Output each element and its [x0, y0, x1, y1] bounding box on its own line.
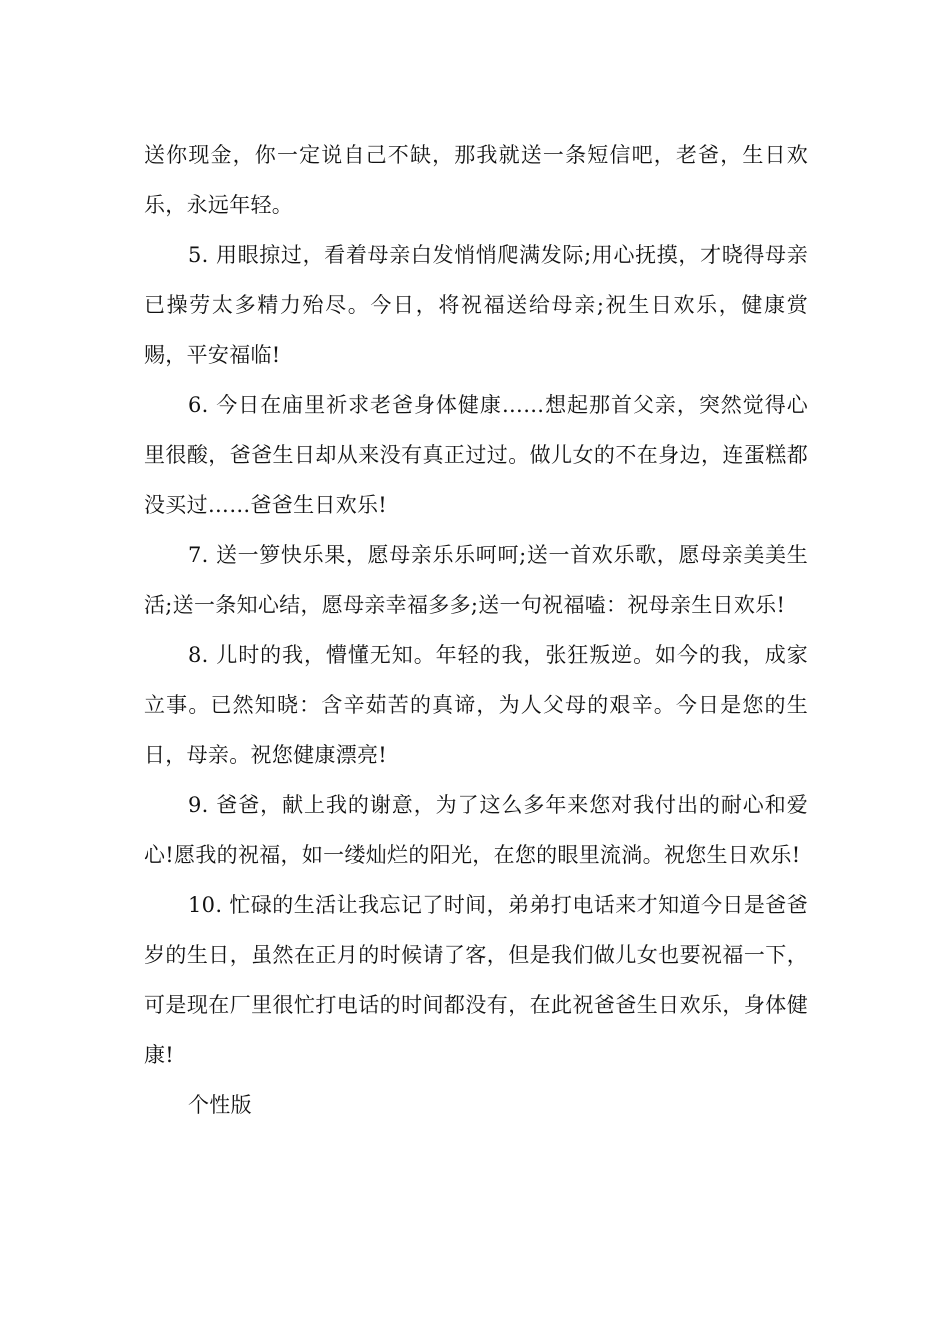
paragraph-continuation: 送你现金，你一定说自己不缺，那我就送一条短信吧，老爸，生日欢乐，永远年轻。: [144, 143, 808, 217]
document-body: [144, 130, 808, 1130]
paragraph-item-8: 8. 儿时的我，懵懂无知。年轻的我，张狂叛逆。如今的我，成家立事。已然知晓：含辛茹苦的真谛，为人父母的艰辛。今日是您的生日，母亲。祝您健康漂亮!: [144, 643, 808, 767]
paragraph-item-6: 6. 今日在庙里祈求老爸身体健康……想起那首父亲，突然觉得心里很酸，爸爸生日却从来没有真正过过。做儿女的不在身边，连蛋糕都没买过……爸爸生日欢乐!: [144, 393, 808, 517]
paragraph-item-5: 5. 用眼掠过，看着母亲白发悄悄爬满发际;用心抚摸，才晓得母亲已操劳太多精力殆尽。今日，将祝福送给母亲;祝生日欢乐，健康赏赐，平安福临!: [144, 243, 808, 367]
paragraph-item-7: 7. 送一箩快乐果，愿母亲乐乐呵呵;送一首欢乐歌，愿母亲美美生活;送一条知心结，愿母亲幸福多多;送一句祝福嗑：祝母亲生日欢乐!: [144, 543, 808, 617]
paragraph-item-10: 10. 忙碌的生活让我忘记了时间，弟弟打电话来才知道今日是爸爸岁的生日，虽然在正月的时候请了客，但是我们做儿女也要祝福一下，可是现在厂里很忙打电话的时间都没有，在此祝爸爸生日欢乐，身体健康!: [144, 893, 808, 1067]
section-heading: 个性版: [188, 1093, 252, 1117]
paragraph-item-9: 9. 爸爸，献上我的谢意，为了这么多年来您对我付出的耐心和爱心!愿我的祝福，如一缕灿烂的阳光，在您的眼里流淌。祝您生日欢乐!: [144, 793, 808, 867]
